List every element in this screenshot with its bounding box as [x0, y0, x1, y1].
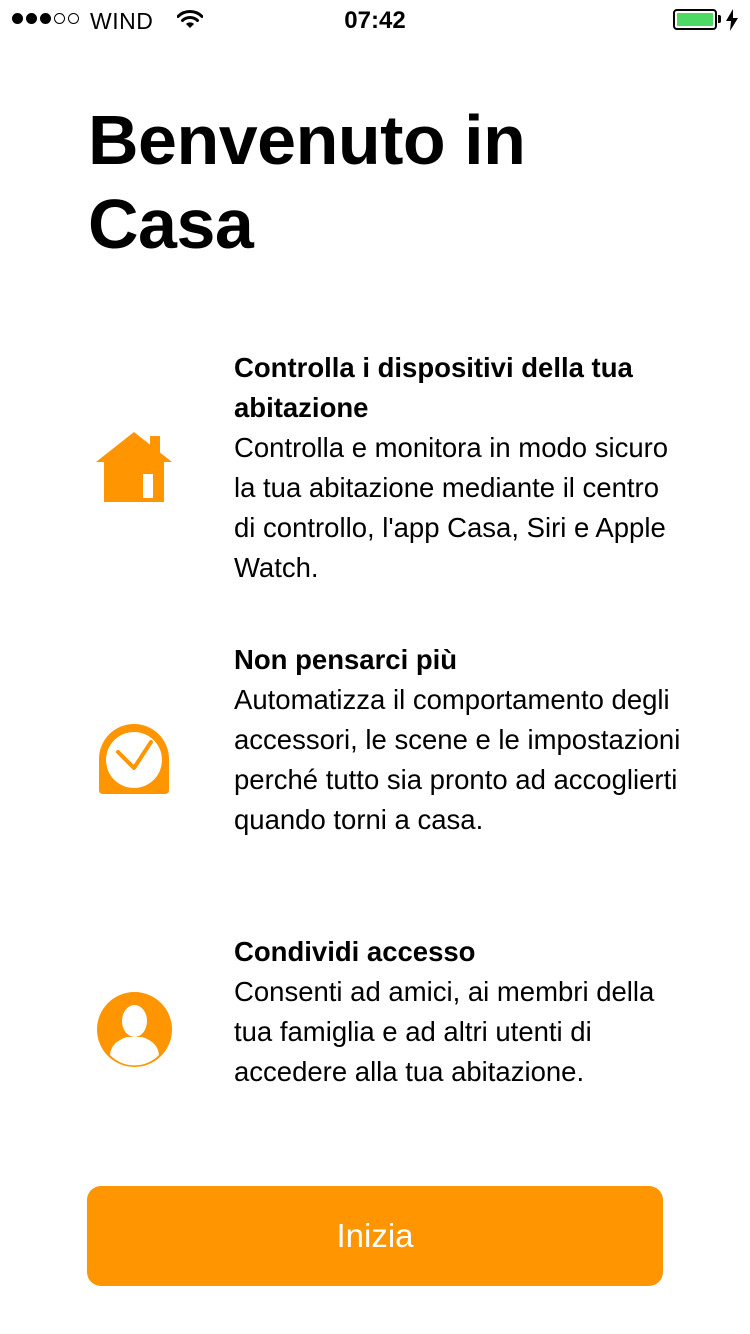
feature-text [234, 348, 684, 588]
feature-title: Condividi accesso [234, 936, 476, 967]
feature-description: Consenti ad amici, ai membri della tua famiglia e ad altri utenti di accedere alla tua abitazione. [234, 976, 655, 1087]
start-button[interactable]: Inizia [87, 1186, 663, 1286]
battery-level-fill [677, 13, 713, 26]
feature-title: Non pensarci più [234, 644, 458, 675]
battery-icon [673, 9, 717, 30]
page-title: Benvenuto in Casa [88, 101, 526, 263]
feature-description: Automatizza il comportamento degli accessori, le scene e le impostazioni perché tutto sia pronto ad accoglierti quando torni a casa. [234, 684, 681, 835]
feature-text [234, 932, 684, 1092]
charging-bolt-icon [726, 9, 738, 31]
status-bar [0, 0, 750, 40]
feature-text [234, 640, 684, 840]
house-icon [96, 432, 172, 502]
carrier-name: WIND [90, 8, 154, 34]
battery-nub [718, 15, 721, 23]
feature-description: Controlla e monitora in modo sicuro la tua abitazione mediante il centro di controllo, l'app Casa, Siri e Apple Watch. [234, 432, 669, 583]
clock-icon [98, 724, 170, 794]
status-time: 07:42 [344, 7, 406, 34]
feature-title: Controlla i dispositivi della tua abitazione [234, 352, 633, 423]
person-icon [97, 992, 172, 1067]
